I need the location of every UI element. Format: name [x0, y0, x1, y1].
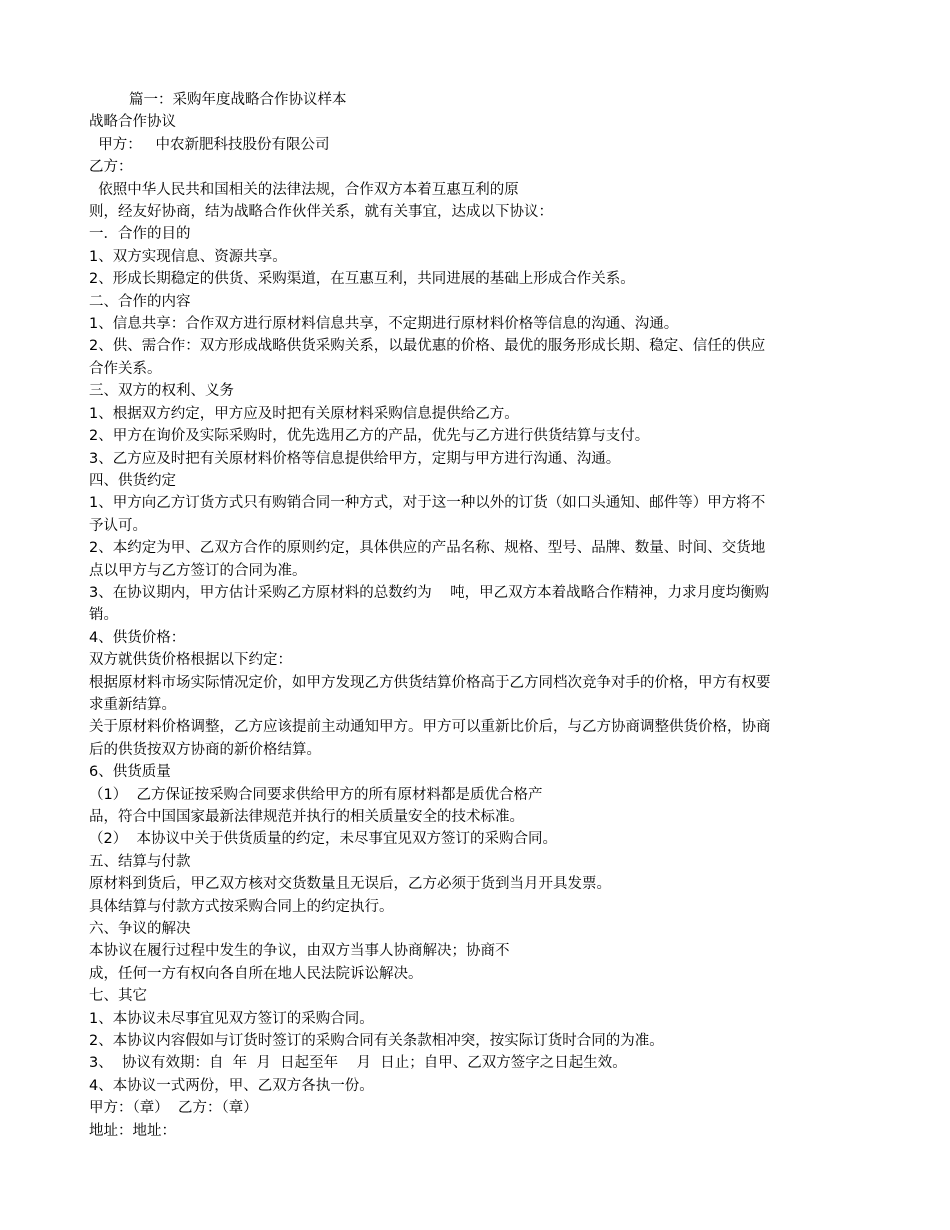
clause-line: 2、形成长期稳定的供货、采购渠道，在互惠互利，共同进展的基础上形成合作关系。	[89, 271, 635, 288]
section-heading: 二、合作的内容	[89, 293, 191, 310]
clause-line: 2、甲方在询价及实际采购时，优先选用乙方的产品，优先与乙方进行供货结算与支付。	[89, 428, 650, 445]
party-a-line: 甲方： 中农新肥科技股份有限公司	[89, 136, 330, 153]
section-heading: 六、争议的解决	[89, 921, 191, 938]
clause-line: 合作关系。	[89, 360, 162, 377]
section-heading: 四、供货约定	[89, 472, 176, 489]
clause-line: 1、甲方向乙方订货方式只有购销合同一种方式，对于这一种以外的订货（如口头通知、邮件等）甲方将不	[89, 495, 766, 512]
section-heading: 五、结算与付款	[89, 853, 191, 870]
clause-line: 3、乙方应及时把有关原材料价格等信息提供给甲方，定期与甲方进行沟通、沟通。	[89, 450, 621, 467]
document-body	[89, 89, 859, 1142]
preamble-line: 则，经友好协商，结为战略合作伙伴关系，就有关事宜，达成以下协议：	[89, 204, 553, 221]
clause-line: 点以甲方与乙方签订的合同为准。	[89, 562, 307, 579]
clause-line: （2） 本协议中关于供货质量的约定，未尽事宜见双方签订的采购合同。	[89, 831, 557, 848]
clause-line: 2、本约定为甲、乙双方合作的原则约定，具体供应的产品名称、规格、型号、品牌、数量、时间、交货地	[89, 540, 766, 557]
clause-line: 6、供货质量	[89, 764, 171, 781]
clause-line: 求重新结算。	[89, 696, 176, 713]
clause-line: 原材料到货后，甲乙双方核对交货数量且无误后，乙方必须于货到当月开具发票。	[89, 876, 611, 893]
preamble-line: 依照中华人民共和国相关的法律法规，合作双方本着互惠互利的原	[89, 181, 519, 198]
clause-line: 具体结算与付款方式按采购合同上的约定执行。	[89, 898, 394, 915]
signature-line: 甲方：（章） 乙方：（章）	[89, 1100, 258, 1117]
clause-line: 关于原材料价格调整，乙方应该提前主动通知甲方。甲方可以重新比价后，与乙方协商调整供货价格，协商	[89, 719, 771, 736]
clause-line: （1） 乙方保证按采购合同要求供给甲方的所有原材料都是质优合格产	[89, 786, 543, 803]
section-heading: 三、双方的权利、义务	[89, 383, 234, 400]
clause-line: 1、双方实现信息、资源共享。	[89, 248, 287, 265]
clause-line: 3、在协议期内，甲方估计采购乙方原材料的总数约为 吨，甲乙双方本着战略合作精神，力求月度均衡购	[89, 584, 770, 601]
clause-line: 后的供货按双方协商的新价格结算。	[89, 741, 321, 758]
clause-line: 4、本协议一式两份，甲、乙双方各执一份。	[89, 1077, 374, 1094]
document-heading: 篇一：采购年度战略合作协议样本	[129, 92, 347, 108]
clause-line: 成，任何一方有权向各自所在地人民法院诉讼解决。	[89, 965, 423, 982]
clause-line: 1、根据双方约定，甲方应及时把有关原材料采购信息提供给乙方。	[89, 405, 519, 422]
clause-line: 1、信息共享：合作双方进行原材料信息共享，不定期进行原材料价格等信息的沟通、沟通。	[89, 316, 679, 333]
section-heading: 七、其它	[89, 988, 147, 1005]
party-b-line: 乙方：	[89, 159, 133, 176]
address-line: 地址：地址：	[89, 1122, 176, 1139]
clause-line: 根据原材料市场实际情况定价，如甲方发现乙方供货结算价格高于乙方同档次竞争对手的价格，甲方有权要	[89, 674, 771, 691]
clause-line: 2、供、需合作：双方形成战略供货采购关系，以最优惠的价格、最优的服务形成长期、稳定、信任的供应	[89, 338, 766, 355]
clause-line: 双方就供货价格根据以下约定：	[89, 652, 292, 669]
clause-line: 4、供货价格：	[89, 629, 186, 646]
clause-line: 予认可。	[89, 517, 147, 534]
clause-line: 本协议在履行过程中发生的争议，由双方当事人协商解决；协商不	[89, 943, 510, 960]
section-heading: 一．合作的目的	[89, 226, 191, 243]
clause-line: 1、本协议未尽事宜见双方签订的采购合同。	[89, 1010, 374, 1027]
agreement-title: 战略合作协议	[89, 114, 176, 131]
clause-line: 品，符合中国国家最新法律规范并执行的相关质量安全的技术标准。	[89, 809, 524, 825]
clause-line: 销。	[89, 607, 118, 624]
clause-line: 3、 协议有效期：自 年 月 日起至年 月 日止；自甲、乙双方签字之日起生效。	[89, 1055, 627, 1072]
clause-line: 2、本协议内容假如与订货时签订的采购合同有关条款相冲突，按实际订货时合同的为准。	[89, 1033, 664, 1050]
